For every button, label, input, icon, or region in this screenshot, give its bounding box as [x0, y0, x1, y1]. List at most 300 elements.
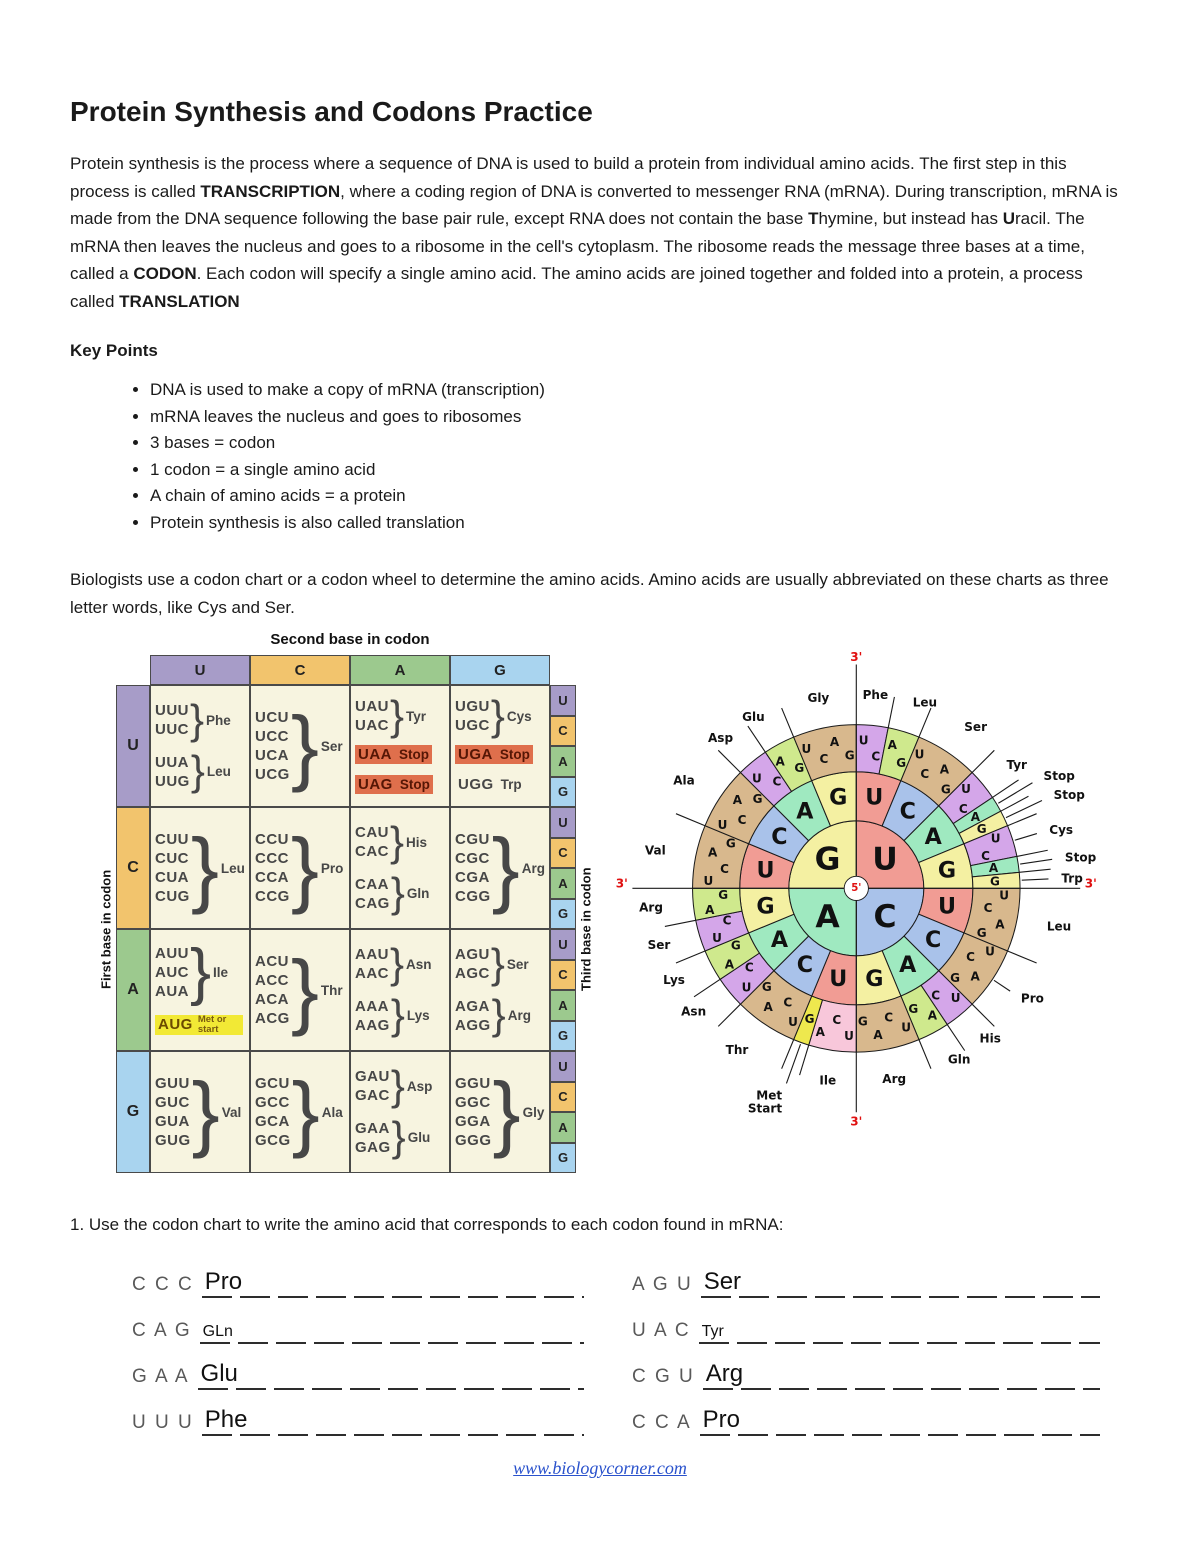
codon: CGA [455, 869, 490, 886]
wheel-third-letter: A [732, 793, 743, 808]
codon-list [455, 697, 490, 735]
codon: CAU [355, 824, 389, 842]
codon: UUG [155, 772, 190, 790]
brace-glyph: } [390, 691, 405, 739]
codon: ACC [255, 972, 289, 989]
codon-cell-C-C [250, 807, 350, 929]
codon: CCG [255, 888, 290, 905]
practice-row [132, 1298, 584, 1344]
answer-blank-line [202, 1260, 584, 1298]
codon: AUA [155, 983, 189, 1001]
wheel-amino-label: Ala [673, 773, 695, 788]
wheel-third-letter: C [722, 913, 732, 928]
wheel-second-letter: C [796, 952, 814, 979]
codon-list [255, 952, 290, 1028]
wheel-third-letter: U [717, 818, 728, 833]
wheel-third-letter: U [844, 1029, 854, 1044]
codon: AGU [455, 946, 490, 964]
codon: CUG [155, 888, 190, 905]
page-title: Protein Synthesis and Codons Practice [70, 96, 593, 127]
wheel-third-letter: A [939, 762, 950, 777]
answer-blank-line [202, 1398, 584, 1436]
amino-acid-label: Trp [500, 777, 522, 792]
practice-codon: G A A [132, 1366, 190, 1387]
codon: UUU [155, 702, 189, 720]
wheel-third-letter: U [703, 874, 714, 889]
codon: GGU [455, 1075, 491, 1092]
practice-row [632, 1298, 1100, 1344]
wheel-second-letter: A [770, 926, 789, 953]
stop-row [355, 745, 432, 764]
wheel-divider-line [972, 750, 994, 772]
amino-acid-label: Arg [507, 1008, 531, 1024]
footer-link[interactable]: www.biologycorner.com [513, 1458, 687, 1478]
codon-cell-A-U [150, 929, 250, 1051]
wheel-leader-line [994, 980, 1010, 991]
third-base-axis-label: Third base in codon [578, 867, 594, 991]
key-point-item: • mRNA leaves the nucleus and goes to ribosomes [150, 404, 1130, 431]
third-base-box-C: C [550, 960, 576, 991]
codon: UAU [355, 698, 389, 715]
third-base-box-U: U [550, 929, 576, 960]
codon: GAA [355, 1119, 390, 1137]
codon-group [255, 698, 345, 793]
codon: ACU [255, 953, 289, 970]
amino-acid-label: Stop [399, 747, 429, 762]
codon-cell-U-C [250, 685, 350, 807]
codon: GGC [455, 1094, 491, 1111]
codon: AUC [155, 964, 189, 982]
wheel-third-letter: C [981, 848, 990, 863]
footer [70, 1458, 1130, 1479]
codon: GAG [355, 1138, 391, 1156]
codon-group [455, 1064, 545, 1159]
practice-answer: Phe [204, 1406, 248, 1433]
brace-glyph: } [390, 940, 405, 988]
codon: GUG [155, 1132, 191, 1149]
codon: GUC [155, 1094, 190, 1111]
third-base-box-C: C [550, 838, 576, 869]
wheel-third-letter: C [931, 988, 941, 1003]
second-base-header-G: G [450, 655, 550, 685]
codon-group [155, 1064, 245, 1159]
amino-acid-label: Arg [521, 860, 545, 876]
codon: AAU [355, 946, 389, 964]
third-base-column [550, 685, 576, 807]
key-point-item: • Protein synthesis is also called translation [150, 510, 1130, 537]
wheel-third-letter: A [988, 860, 999, 875]
wheel-divider-line [800, 1045, 809, 1075]
amino-acid-label: Ser [506, 956, 529, 972]
wheel-third-letter: G [976, 926, 987, 941]
codon-list [155, 944, 189, 1001]
practice-answer: GLn [202, 1323, 233, 1340]
third-base-column [550, 929, 576, 1051]
codon-group [455, 991, 545, 1039]
codon: AGA [455, 997, 490, 1015]
codon: AAC [355, 965, 389, 983]
wheel-third-letter: G [804, 1011, 815, 1026]
third-base-box-U: U [550, 685, 576, 716]
text-run: hymine, but instead has [818, 209, 1003, 228]
answer-blank-line [700, 1398, 1100, 1436]
wheel-third-letter: C [783, 995, 793, 1010]
wheel-leader-line [1022, 879, 1049, 880]
wheel-divider-line [992, 780, 1018, 797]
wheel-amino-label: Arg [882, 1071, 907, 1086]
codon: CCA [255, 869, 289, 886]
third-base-box-G: G [550, 1021, 576, 1052]
second-base-header-U: U [150, 655, 250, 685]
wheel-second-letter: A [924, 823, 942, 850]
codon: GCU [255, 1075, 290, 1092]
wheel-third-letter: C [983, 900, 993, 915]
third-base-box-A: A [550, 868, 576, 899]
practice-grid [132, 1252, 1130, 1436]
third-base-column [550, 1051, 576, 1173]
wheel-third-letter: A [887, 737, 897, 752]
wheel-second-letter: A [899, 952, 917, 979]
amino-acid-label: Gln [406, 886, 430, 902]
wheel-second-letter: U [829, 966, 848, 993]
codon: AGC [455, 965, 490, 983]
practice-answer: Glu [200, 1360, 238, 1387]
wheel-divider-line [947, 1025, 964, 1051]
codon-list [155, 830, 190, 906]
wheel-third-letter: U [801, 742, 812, 757]
codon: AUU [155, 945, 189, 963]
key-points-heading: Key Points [70, 341, 158, 360]
codon: UUA [155, 753, 189, 771]
answer-blank-line [699, 1306, 1100, 1344]
brace-glyph: } [190, 696, 205, 744]
codon-wheel-svg [610, 633, 1110, 1140]
wheel-amino-label: Val [644, 843, 666, 858]
third-base-box-A: A [550, 1112, 576, 1143]
practice-answer: Tyr [701, 1323, 724, 1340]
key-point-item: • 1 codon = a single amino acid [150, 457, 1130, 484]
codon: UAC [355, 717, 389, 734]
intro-paragraph [70, 150, 1130, 315]
codon-group [355, 818, 445, 866]
wheel-third-letter: U [901, 1020, 912, 1035]
wheel-divider-line [748, 726, 765, 752]
brace-glyph: } [291, 1064, 320, 1159]
wheel-third-letter: A [970, 969, 980, 984]
wheel-divider-line [782, 708, 794, 737]
wheel-divider-line [888, 697, 894, 728]
wheel-end-label-right: 3' [1084, 876, 1097, 891]
wheel-second-letter: C [771, 823, 788, 850]
codon-cell-A-G [450, 929, 550, 1051]
wheel-amino-label: Leu [1046, 919, 1072, 934]
codon-cell-G-G [450, 1051, 550, 1173]
brace-glyph: } [390, 1062, 405, 1110]
wheel-amino-label: Pro [1020, 991, 1044, 1006]
wheel-third-letter: C [819, 752, 829, 767]
wheel-end-label-left: 3' [615, 876, 628, 891]
amino-acid-label: Gly [522, 1104, 545, 1120]
codon-cell-U-U [150, 685, 250, 807]
wheel-third-letter: G [940, 782, 951, 797]
wheel-third-letter: A [995, 917, 1005, 932]
codon-table [96, 631, 596, 1173]
codon-group [455, 691, 545, 739]
wheel-third-letter: G [950, 970, 960, 985]
wheel-end-label-top: 3' [850, 650, 863, 665]
practice-row [632, 1390, 1100, 1436]
brace-glyph: } [490, 940, 505, 988]
amino-acid-label: Phe [206, 712, 231, 728]
codon: ACA [255, 991, 289, 1008]
wheel-divider-line [718, 1004, 740, 1026]
brace-glyph: } [190, 820, 219, 915]
codon: UCU [255, 709, 289, 726]
brace-glyph: } [491, 991, 506, 1039]
wheel-third-letter: U [961, 781, 971, 796]
codon-list [355, 823, 389, 861]
codon: GCC [255, 1094, 290, 1111]
bold-term: T [808, 209, 819, 228]
codon: CAG [355, 894, 390, 912]
codon-list [455, 945, 490, 983]
third-base-box-G: G [550, 1143, 576, 1174]
wheel-third-letter: U [788, 1015, 798, 1030]
practice-row [132, 1390, 584, 1436]
wheel-divider-line [1008, 951, 1037, 963]
third-base-box-A: A [550, 746, 576, 777]
wheel-leader-line [1006, 801, 1042, 818]
wheel-leader-line [786, 1044, 800, 1083]
second-base-header-C: C [250, 655, 350, 685]
wheel-amino-label: Lys [663, 972, 685, 987]
wheel-third-letter: C [772, 774, 782, 789]
codon-list [155, 701, 189, 739]
bold-term: CODON [133, 264, 197, 283]
practice-codon: U A C [632, 1320, 691, 1341]
codon: CUC [155, 850, 189, 867]
practice-answer: Ser [703, 1268, 742, 1295]
codon-cell-A-A [350, 929, 450, 1051]
practice-answer: Pro [702, 1406, 740, 1433]
wheel-amino-label: Arg [639, 900, 663, 915]
amino-acid-label: Val [221, 1104, 242, 1120]
second-base-header-A: A [350, 655, 450, 685]
wheel-amino-label: Asp [708, 731, 734, 746]
codon: GUA [155, 1113, 190, 1130]
brace-glyph: } [490, 691, 505, 739]
wheel-third-letter: C [884, 1010, 894, 1025]
wheel-third-letter: C [871, 749, 881, 764]
codon-list [355, 875, 390, 913]
codon: UGG [458, 776, 494, 793]
third-base-box-C: C [550, 1082, 576, 1113]
brace-glyph: } [492, 1064, 521, 1159]
codon-group [155, 820, 245, 915]
codon-list [355, 997, 390, 1035]
practice-row [632, 1252, 1100, 1298]
wheel-third-letter: U [858, 733, 869, 748]
wheel-second-letter: U [865, 784, 884, 811]
answer-blank-line [198, 1352, 584, 1390]
codon: GCG [255, 1132, 291, 1149]
codon: CGC [455, 850, 490, 867]
codon-table-title: Second base in codon [270, 631, 430, 648]
codon-list [355, 945, 389, 983]
codon: AUG [158, 1016, 193, 1034]
wheel-second-letter: U [756, 857, 775, 884]
codon-group [255, 942, 345, 1037]
codon-list [255, 830, 290, 906]
bold-term: U [1002, 209, 1016, 228]
wheel-third-letter: A [815, 1024, 825, 1039]
brace-glyph: } [190, 747, 205, 795]
answer-blank-line [703, 1352, 1100, 1390]
first-base-label-A: A [116, 929, 150, 1051]
wheel-divider-line [694, 979, 720, 996]
codon: UUC [155, 721, 189, 739]
wheel-second-letter: G [756, 893, 775, 920]
amino-acid-label: Pro [320, 860, 344, 876]
amino-acid-label: Ala [321, 1104, 343, 1120]
codon: AAA [355, 997, 389, 1015]
wheel-third-letter: A [724, 957, 735, 972]
codon: AGG [455, 1016, 491, 1034]
wheel-second-letter: C [899, 798, 916, 825]
brace-glyph: } [290, 698, 319, 793]
wheel-amino-label: Thr [725, 1042, 749, 1057]
amino-acid-label: Lys [406, 1008, 430, 1024]
wheel-amino-label: Tyr [1006, 758, 1027, 773]
wheel-divider-line [665, 920, 696, 926]
wheel-amino-label: Gly [807, 690, 830, 705]
wheel-third-letter: C [966, 949, 975, 964]
wheel-divider-line [919, 708, 931, 737]
codon: UGA [458, 746, 493, 763]
codon: UAA [358, 746, 392, 763]
codon-row [455, 775, 525, 794]
codon-wheel [610, 633, 1110, 1145]
practice-codon: C C C [132, 1274, 194, 1295]
amino-acid-label: Thr [320, 982, 343, 998]
codon: GGG [455, 1132, 492, 1149]
wheel-amino-label: Ser [964, 719, 988, 734]
answer-blank-line [701, 1260, 1100, 1298]
third-base-box-G: G [550, 899, 576, 930]
codon-group [455, 820, 545, 915]
codon: CAA [355, 875, 389, 893]
amino-acid-label: His [406, 834, 428, 850]
wheel-third-letter: U [741, 980, 752, 995]
codon-group [455, 940, 545, 988]
practice-codon: A G U [632, 1274, 693, 1295]
wheel-third-letter: G [794, 760, 805, 775]
wheel-third-letter: A [970, 810, 981, 825]
amino-acid-label: Tyr [406, 708, 427, 724]
wheel-third-letter: G [752, 791, 763, 806]
wheel-third-letter: G [761, 980, 772, 995]
practice-codon: C A G [132, 1320, 192, 1341]
wheel-third-letter: A [873, 1027, 883, 1042]
figures [96, 631, 1130, 1173]
wheel-third-letter: C [958, 801, 968, 816]
wheel-third-letter: U [990, 831, 1001, 846]
wheel-third-letter: C [832, 1013, 842, 1028]
wheel-divider-line [1019, 869, 1050, 872]
amino-acid-label: Asp [406, 1078, 433, 1094]
practice-question: 1. Use the codon chart to write the amino acid that corresponds to each codon found in mRNA: [70, 1215, 784, 1234]
wheel-divider-line [676, 951, 705, 963]
wheel-first-letter: A [815, 899, 840, 936]
practice-codon: C G U [632, 1366, 695, 1387]
practice-codon: C C A [632, 1412, 692, 1433]
third-base-column [550, 807, 576, 929]
key-point-item: • DNA is used to make a copy of mRNA (transcription) [150, 377, 1130, 404]
wheel-amino-label: Met Start [747, 1088, 783, 1116]
amino-acid-label: Met or start [197, 1013, 227, 1035]
wheel-amino-label: Ile [819, 1073, 837, 1088]
wheel-third-letter: G [730, 938, 741, 953]
bold-term: TRANSCRIPTION [200, 181, 341, 201]
codon-list [455, 997, 491, 1035]
wheel-third-letter: U [712, 931, 722, 946]
codon-list [255, 1074, 291, 1150]
codon-group [355, 1113, 445, 1161]
codon-group [155, 696, 245, 744]
codon-list [455, 830, 491, 906]
brace-glyph: } [190, 937, 212, 1007]
wheel-third-letter: A [775, 754, 785, 769]
codon-list [155, 753, 190, 791]
wheel-first-letter: G [814, 841, 841, 878]
wheel-leader-line [1020, 859, 1052, 864]
codon-group [355, 991, 445, 1039]
amino-acid-label: Leu [220, 860, 245, 876]
wheel-amino-label: Cys [1049, 822, 1074, 837]
start-row [155, 1015, 243, 1035]
wheel-leader-line [998, 783, 1032, 803]
wheel-divider-line [782, 1040, 794, 1069]
wheel-leader-line [1015, 834, 1037, 841]
third-base-box-U: U [550, 1051, 576, 1082]
wheel-third-letter: A [708, 845, 718, 860]
amino-acid-label: Leu [206, 764, 231, 780]
wheel-third-letter: G [989, 874, 1000, 889]
wheel-first-letter: U [872, 841, 898, 878]
wheel-end-label-bottom: 3' [850, 1114, 863, 1129]
brace-glyph: } [390, 818, 405, 866]
codon-cell-G-C [250, 1051, 350, 1173]
codon-cell-C-G [450, 807, 550, 929]
amino-acid-label: Asn [406, 956, 432, 972]
wheel-amino-label: Glu [742, 710, 765, 725]
key-point-item: • 3 bases = codon [150, 430, 1130, 457]
amino-acid-label: Stop [399, 777, 430, 792]
codon: UGU [455, 698, 490, 715]
answer-blank-line [200, 1306, 584, 1344]
text-run: racil. The mRNA then leaves the nucleus and goes to a ribosome in the cell's cytoplasm. The ribosome reads the message three bases at a time, called a [70, 209, 1085, 283]
wheel-second-letter: G [829, 784, 848, 811]
chart-intro-paragraph: Biologists use a codon chart or a codon wheel to determine the amino acids. Amino acids are usually abbreviated on these charts as three letter words, like Cys and Ser. [70, 570, 1109, 617]
codon: GAU [355, 1068, 390, 1086]
wheel-second-letter: G [937, 857, 957, 884]
brace-glyph: } [290, 820, 319, 915]
practice-col-left [132, 1252, 584, 1436]
text-run: Protein synthesis is the process where a sequence of DNA is used to build a protein from individual amino acids. The first step in this process is called [70, 154, 1067, 201]
wheel-third-letter: A [829, 734, 840, 749]
third-base-box-A: A [550, 990, 576, 1021]
codon: GUU [155, 1075, 190, 1092]
